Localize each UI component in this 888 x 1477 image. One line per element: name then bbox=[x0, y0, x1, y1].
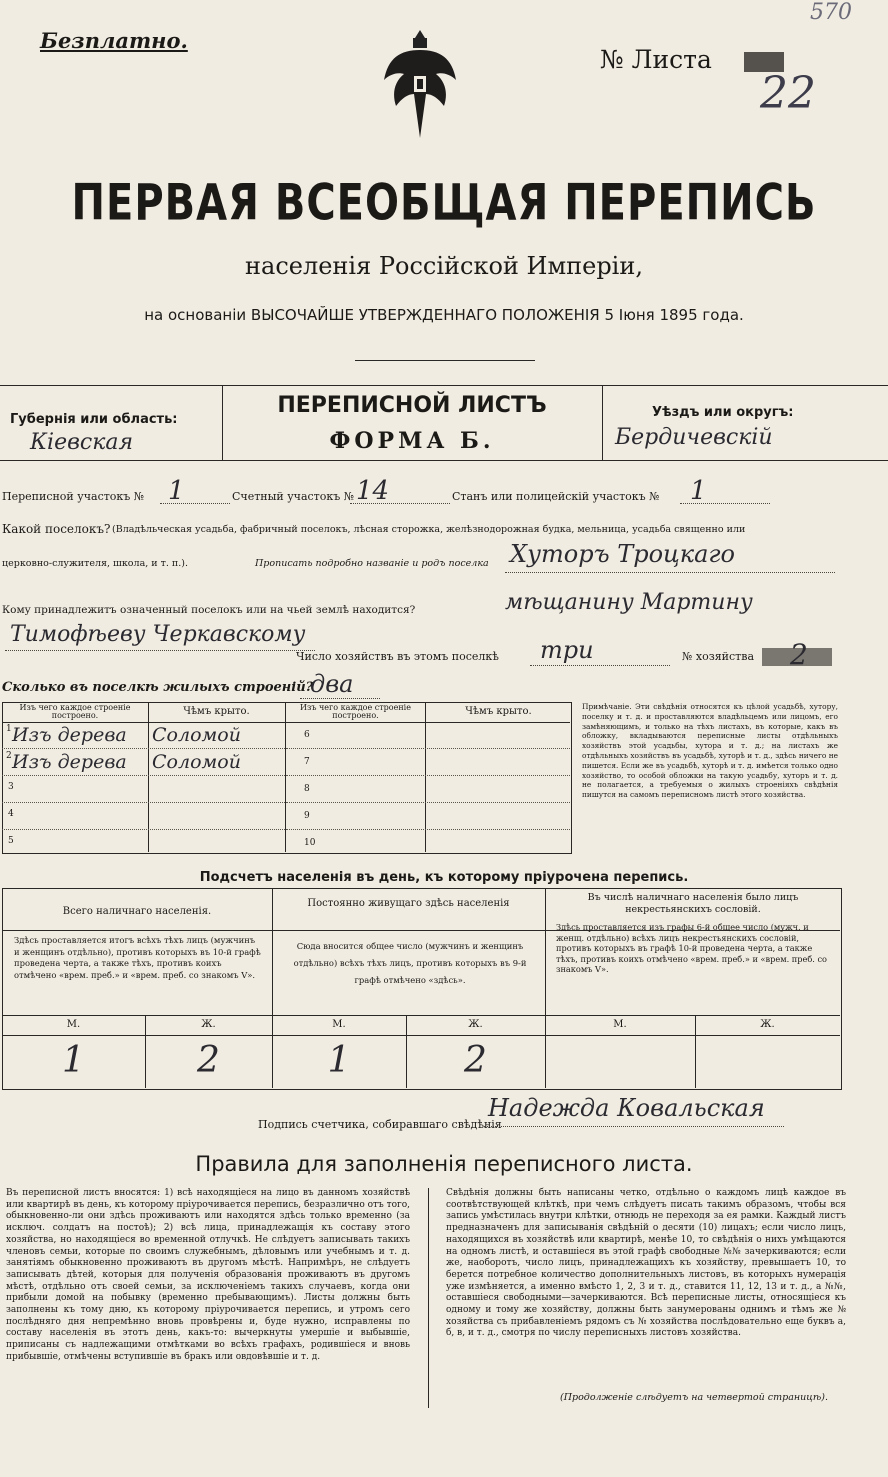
table-row bbox=[2, 802, 285, 829]
col3-m-label: М. bbox=[613, 1019, 627, 1030]
owner-question: Кому принадлежитъ означенный поселокъ или на чьей землѣ находится? bbox=[2, 604, 416, 616]
table-row bbox=[286, 802, 570, 829]
buildings-value: два bbox=[310, 670, 354, 698]
households-label: Число хозяйствъ въ этомъ поселкѣ bbox=[296, 650, 499, 663]
guberniya-value: Кіевская bbox=[30, 430, 134, 455]
material-value: Изъ дерева bbox=[12, 751, 127, 773]
col2-f-value: 2 bbox=[464, 1040, 487, 1081]
col1-m-value: 1 bbox=[62, 1040, 85, 1081]
buildings-note: Примѣчаніе. Эти свѣдѣнія относятся къ цѣлой усадьбѣ, хутору, поселку и т. д. и проставляются владѣльцемъ или лицомъ, его замѣняющимъ, и только на тѣхъ листахъ, въ которые, какъ въ обложку, вкладываются переписные листы отдѣльныхъ хозяйствъ этой усадьбы, хутора и т. д.; на листахъ же отдѣльныхъ хозяйствъ въ усадьбѣ, хуторѣ и т. д., здѣсь ничего не пишется. Если же въ усадьбѣ, хуторѣ и т. д. имѣется только одно хозяйство, то особой обложки на такую усадьбу, хуторъ и т. д. не полагается, а требуемыя о жилыхъ строеніяхъ свѣдѣнія пишутся на самомъ переписномъ листѣ этого хозяйства. bbox=[582, 702, 838, 800]
col1-text: Здѣсь проставляется итогъ всѣхъ тѣхъ лицъ (мужчинъ и женщинъ отдѣльно), противъ которыхъ въ 10-й графѣ проведена черта, а также тѣхъ, противъ коихъ отмѣчено «врем. преб.» и «врем. преб. со знакомъ V». bbox=[14, 935, 261, 980]
uezd-label: Уѣздъ или округъ: bbox=[652, 405, 794, 420]
rules-right-column: Свѣдѣнія должны быть написаны четко, отдѣльно о каждомъ лицѣ каждое въ соотвѣтствующей клѣткѣ, при чемъ слѣдуетъ писать такимъ образомъ, чтобы вся запись умѣстилась внутри клѣтки, отнюдь не переходя за ея рамки. Каждый листъ предназначенъ для записыванія свѣдѣній о десяти (10) лицахъ; если число лицъ, находящихся въ хозяйствѣ или квартирѣ, менѣе 10, то свѣдѣнія о нихъ умѣщаются на одномъ листѣ, и оставшіеся въ этой графѣ свободные №№ зачеркиваются; если же, наоборотъ, число лицъ, принадлежащихъ къ хозяйству, превышаетъ 10, то берется потребное количество дополнительныхъ листовъ, въ которыхъ нумерація уже измѣняется, а именно вмѣсто 1, 2, 3 и т. д., ставится 11, 12, 13 и т. д., а №№, оставшіеся свободными—зачеркиваются. Всѣ переписные листы, относящіеся къ одному и тому же хозяйству, должны быть занумерованы однимъ и тѣмъ же № хозяйства съ прибавленіемъ рядомъ съ № хозяйства послѣдовательно еще буквъ а, б, в, и т. д., смотря по числу переписныхъ листовъ хозяйства. bbox=[446, 1188, 846, 1339]
row-number: 7 bbox=[304, 757, 310, 767]
col-material-right: Изъ чего каждое строеніе построено. bbox=[300, 703, 411, 720]
buildings-rows-left bbox=[2, 722, 285, 856]
col2-m-label: М. bbox=[332, 1019, 346, 1030]
table-row bbox=[286, 829, 570, 856]
count-section-value: 14 bbox=[356, 476, 390, 506]
row-number: 5 bbox=[8, 836, 14, 846]
row-number: 1 bbox=[6, 724, 12, 734]
owner-value-1: мѣщанину Мартину bbox=[505, 590, 753, 615]
subtitle: населенія Россійской Имперіи, bbox=[245, 252, 643, 280]
buildings-question: Сколько въ поселкѣ жилыхъ строеній? bbox=[2, 680, 314, 695]
stan-label: Станъ или полицейскій участокъ № bbox=[452, 490, 660, 503]
table-row bbox=[2, 722, 285, 748]
settlement-question: Какой поселокъ? bbox=[2, 522, 111, 536]
col1-f-value: 2 bbox=[197, 1040, 220, 1081]
row-number: 10 bbox=[304, 838, 316, 848]
sheet-number-label: № Листа bbox=[600, 45, 712, 74]
row-number: 9 bbox=[304, 811, 310, 821]
settlement-hint-2: церковно-служителя, школа, и т. п.). bbox=[2, 558, 188, 569]
table-row bbox=[2, 829, 285, 856]
free-label: Безплатно. bbox=[40, 28, 188, 53]
uezd-value: Бердичевскій bbox=[615, 425, 773, 450]
settlement-hint-1: (Владѣльческая усадьба, фабричный поселокъ, лѣсная сторожка, желѣзнодорожная будка, мельница, усадьба священно или bbox=[112, 524, 746, 535]
census-section-label: Переписной участокъ № bbox=[2, 490, 145, 503]
col2-text: Сюда вносится общее число (мужчинъ и женщинъ отдѣльно) всѣхъ тѣхъ лицъ, противъ которыхъ въ 9-й графѣ отмѣчено «здѣсь». bbox=[293, 941, 527, 985]
basis-line: на основаніи ВЫСОЧАЙШЕ УТВЕРЖДЕННАГО ПОЛОЖЕНІЯ 5 Іюня 1895 года. bbox=[144, 306, 744, 324]
col-roof-right: Чѣмъ крыто. bbox=[465, 706, 532, 717]
household-number-value: 2 bbox=[790, 638, 808, 671]
settlement-value: Хуторъ Троцкаго bbox=[510, 540, 735, 568]
sheet-number-value: 22 bbox=[760, 68, 816, 119]
row-number: 8 bbox=[304, 784, 310, 794]
material-value: Изъ дерева bbox=[12, 724, 127, 746]
table-row bbox=[286, 722, 570, 748]
col-roof-left: Чѣмъ крыто. bbox=[183, 706, 250, 717]
form-name: ФОРМА Б. bbox=[329, 428, 495, 454]
main-title: ПЕРВАЯ ВСЕОБЩАЯ ПЕРЕПИСЬ bbox=[71, 174, 817, 232]
row-number: 6 bbox=[304, 730, 310, 740]
rules-heading: Правила для заполненія переписного листа. bbox=[195, 1152, 693, 1176]
col1-m-label: М. bbox=[66, 1019, 81, 1030]
table-row bbox=[2, 748, 285, 775]
roof-value: Соломой bbox=[152, 724, 241, 746]
sheet-title: ПЕРЕПИСНОЙ ЛИСТЪ bbox=[277, 393, 547, 418]
col1-f-label: Ж. bbox=[201, 1019, 216, 1030]
rules-left-column: Въ переписной листъ вносятся: 1) всѣ находящіеся на лицо въ данномъ хозяйствѣ или квартирѣ въ день, къ которому пріурочивается перепись, безразлично отъ того, обыкновенно-ли они здѣсь проживаютъ или находятся здѣсь только временно (за исключ. солдатъ на постоѣ); 2) всѣ лица, принадлежащія къ составу этого хозяйства, но находящіеся во временной отлучкѣ. Не слѣдуетъ записывать такихъ членовъ семьи, которые по своимъ служебнымъ, дѣловымъ или учебнымъ и т. д. занятіямъ обыкновенно проживаютъ въ другомъ мѣстѣ. Напримѣръ, не слѣдуетъ записывать дѣтей, которыя для полученія образованія проживаютъ въ другомъ мѣстѣ, отдѣльно отъ своей семьи, за исключеніемъ такихъ случаевъ, когда они прибыли домой на побывку (временно пребывающимъ). Листы должны быть заполнены къ тому дню, къ которому пріурочивается перепись, и утромъ сего послѣдняго дня непремѣнно вновь провѣрены и, буде нужно, исправлены по составу населенія въ этотъ день, какъ-то: вычеркнуты умершіе и выбывшіе, приписаны съ надлежащими отмѣтками во всѣхъ графахъ, родившіеся и вновь прибывшіе, отмѣчены вступившіе въ бракъ или овдовѣвшіе и т. д. bbox=[6, 1188, 411, 1362]
owner-value-2: Тимофѣеву Черкавскому bbox=[10, 622, 306, 647]
col3-title: Въ числѣ наличнаго населенія было лицъ некрестьянскихъ сословій. bbox=[587, 892, 799, 915]
col1-title: Всего наличнаго населенія. bbox=[62, 906, 212, 917]
double-headed-eagle-emblem bbox=[380, 28, 460, 143]
row-number: 2 bbox=[6, 751, 12, 761]
row-number: 3 bbox=[8, 782, 14, 792]
row-number: 4 bbox=[8, 809, 14, 819]
count-section-label: Счетный участокъ № bbox=[232, 490, 355, 503]
households-value: три bbox=[540, 636, 594, 664]
rules-continued: (Продолженіе слѣдуетъ на четвертой страницѣ). bbox=[560, 1392, 828, 1403]
buildings-rows-right bbox=[286, 722, 570, 856]
roof-value: Соломой bbox=[152, 751, 241, 773]
settlement-hint-3: Прописать подробно названіе и родъ поселка bbox=[255, 558, 489, 569]
corner-note: 570 bbox=[810, 0, 852, 25]
guberniya-label: Губернія или область: bbox=[10, 412, 178, 427]
population-heading: Подсчетъ населенія въ день, къ которому пріурочена перепись. bbox=[199, 870, 689, 885]
signature-value: Надежда Ковальская bbox=[488, 1094, 765, 1122]
col-material-left: Изъ чего каждое строеніе построено. bbox=[19, 703, 131, 720]
col3-text: Здѣсь проставляется изъ графы 6-й общее число (мужч. и женщ. отдѣльно) всѣхъ лицъ некрестьянскихъ сословій, противъ которыхъ въ графѣ 10-й проведена черта, а также тѣхъ, противъ коихъ отмѣчено «врем. преб.» и «врем. преб. со знакомъ V». bbox=[556, 922, 827, 974]
table-row bbox=[286, 748, 570, 775]
col2-title: Постоянно живущаго здѣсь населенія bbox=[307, 898, 510, 909]
table-row bbox=[286, 775, 570, 802]
col3-f-label: Ж. bbox=[760, 1019, 775, 1030]
col2-f-label: Ж. bbox=[468, 1019, 483, 1030]
stan-value: 1 bbox=[690, 476, 707, 506]
census-section-value: 1 bbox=[168, 476, 185, 506]
signature-label: Подпись счетчика, собиравшаго свѣдѣнія bbox=[258, 1118, 502, 1131]
household-number-label: № хозяйства bbox=[682, 650, 754, 663]
table-row bbox=[2, 775, 285, 802]
col2-m-value: 1 bbox=[327, 1040, 351, 1081]
